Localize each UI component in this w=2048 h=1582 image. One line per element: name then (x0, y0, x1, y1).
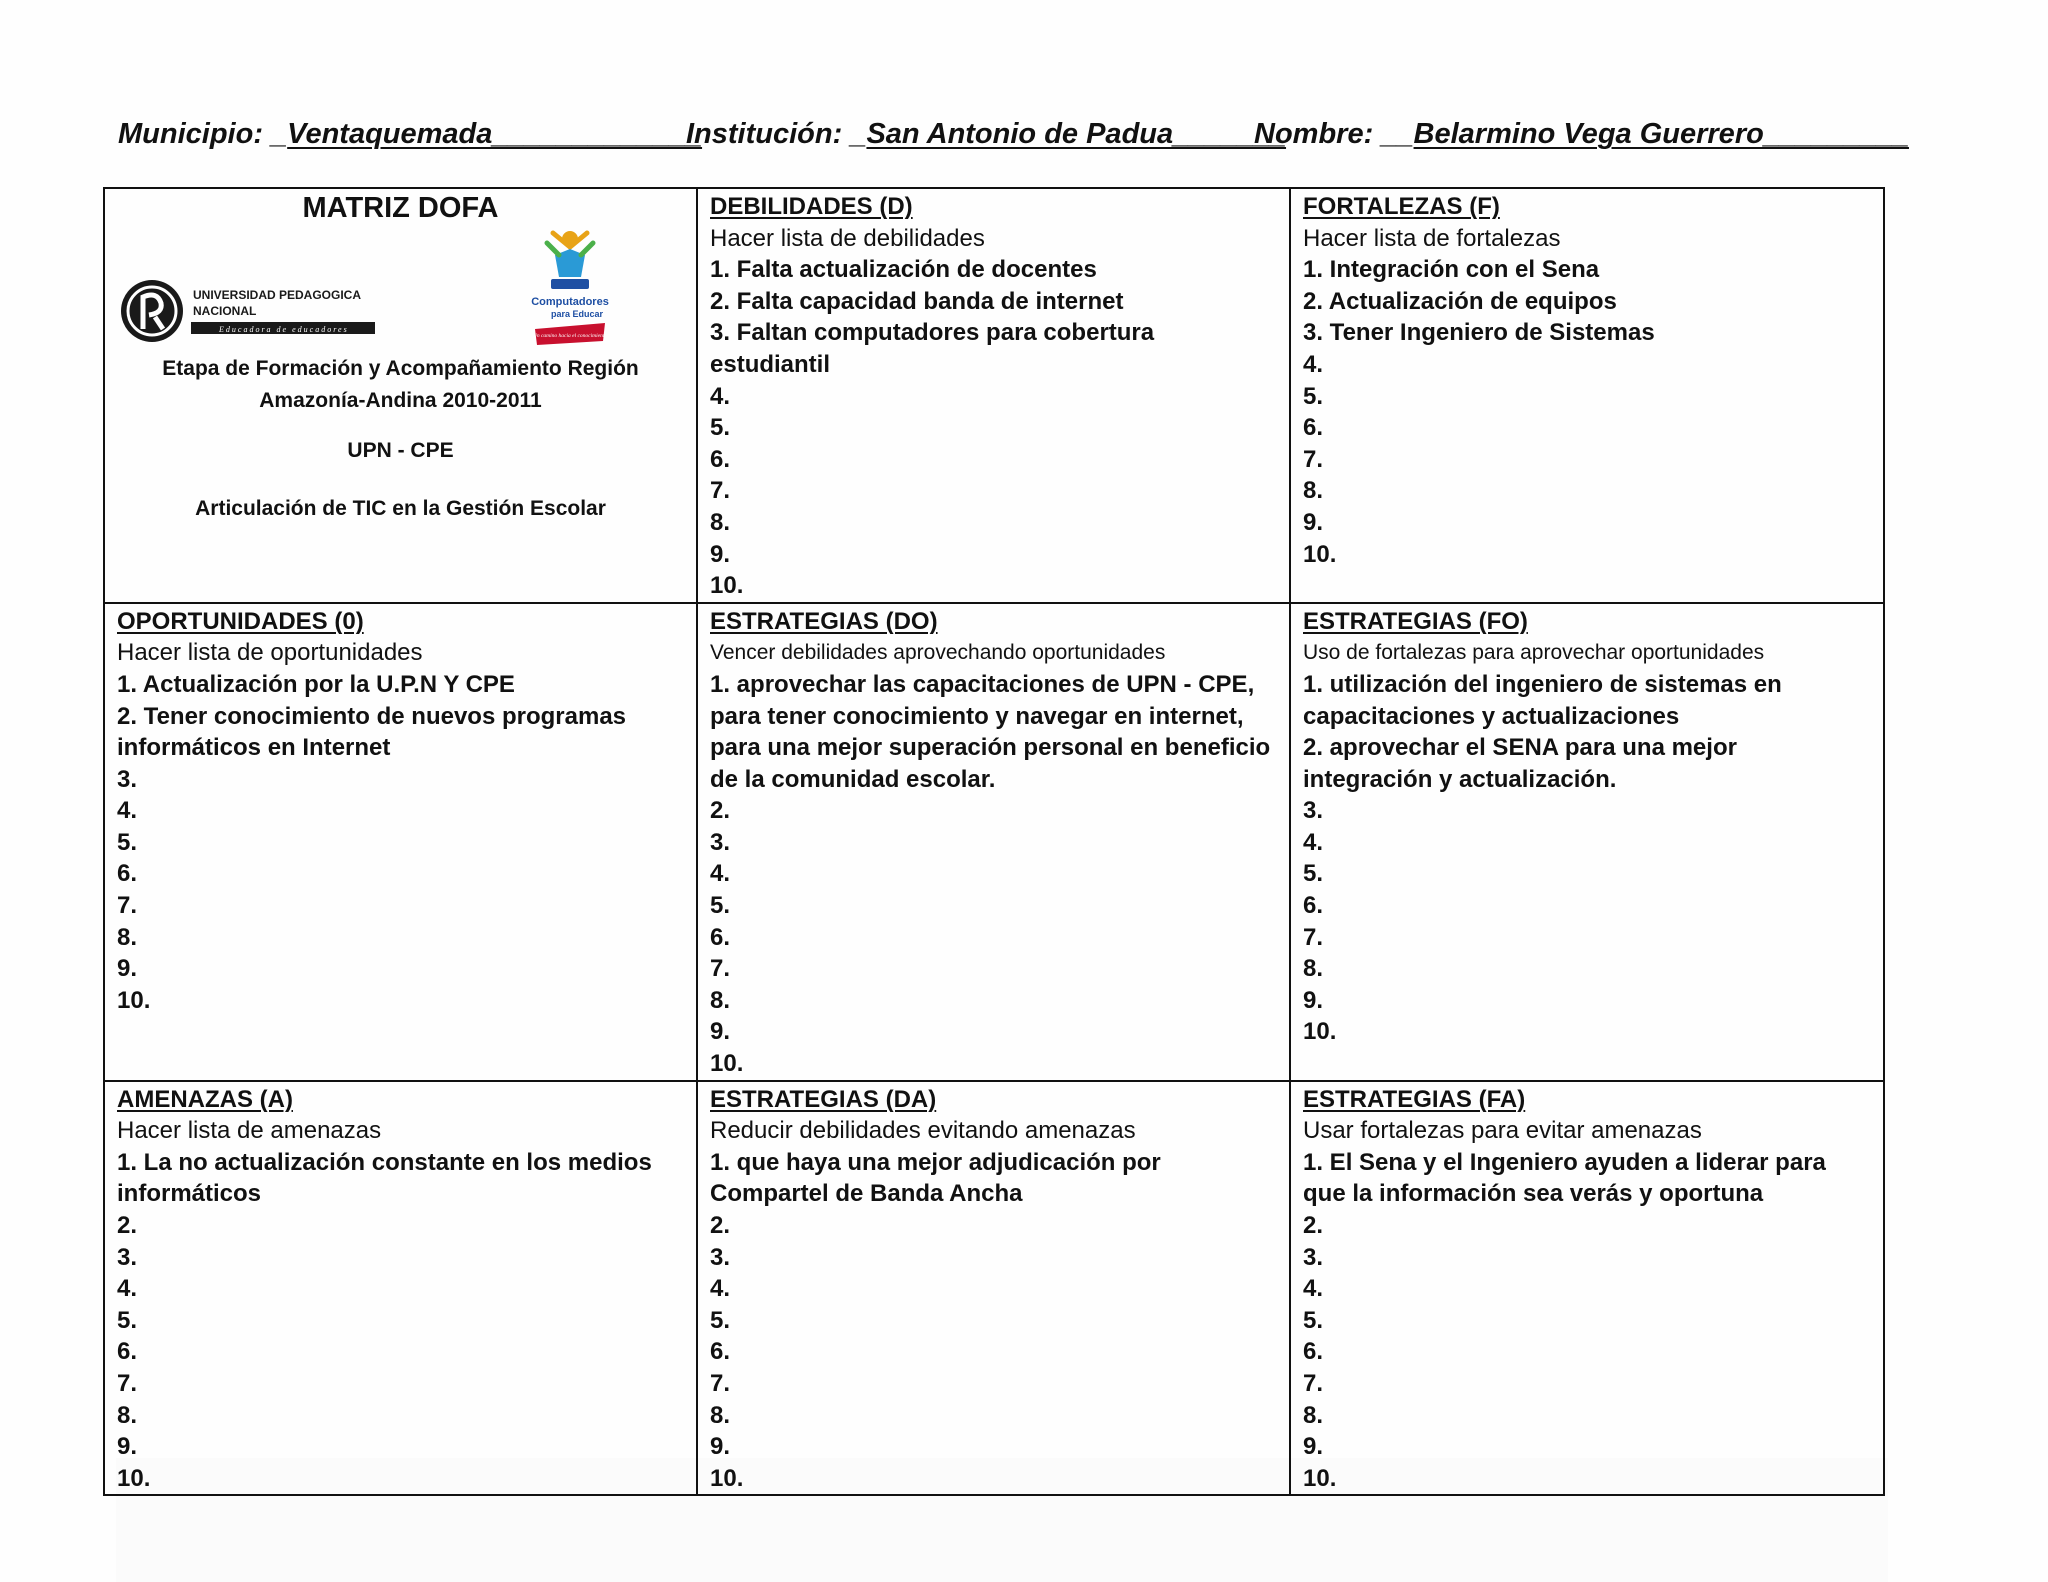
list-item: 3. (1303, 1243, 1324, 1271)
estrategias-do-list (710, 669, 1277, 1080)
list-item: 1. utilización del ingeniero de sistemas en capacitaciones y actualizaciones (1303, 670, 1782, 730)
list-item: 10. (710, 572, 744, 600)
list-item: 5. (710, 1306, 731, 1334)
list-item: 6. (1303, 1338, 1324, 1366)
list-item: 3. (710, 1243, 731, 1271)
upn-seal-icon (121, 280, 183, 342)
list-item: 8. (1303, 477, 1324, 505)
upn-logo (119, 273, 409, 349)
list-item: 10. (1303, 1464, 1337, 1492)
institucion-value: San Antonio de Padua_______ (866, 118, 1287, 150)
list-item: 7. (710, 477, 731, 505)
table-row (104, 603, 1884, 1081)
list-item: 7. (117, 892, 138, 920)
amenazas-subtitle: Hacer lista de amenazas (117, 1117, 382, 1145)
etapa-text (105, 353, 696, 417)
estrategias-da-title: ESTRATEGIAS (DA) (710, 1085, 937, 1113)
list-item: 1. El Sena y el Ingeniero ayuden a liderar para que la información sea verás y oportuna (1303, 1148, 1826, 1208)
fortalezas-cell (1290, 188, 1884, 603)
municipio-value: Ventaquemada_____________ (287, 118, 703, 150)
list-item: 5. (710, 892, 731, 920)
list-item: 3. (1303, 797, 1324, 825)
list-item: 6. (710, 1338, 731, 1366)
nombre-field (1254, 118, 1909, 151)
estrategias-fo-title: ESTRATEGIAS (FO) (1303, 607, 1528, 635)
debilidades-title: DEBILIDADES (D) (710, 193, 913, 220)
list-item: 7. (710, 955, 731, 983)
cpe-name-line1: Computadores (531, 296, 609, 308)
upn-tagline: Educadora de educadores (219, 325, 349, 334)
list-item: 4. (1303, 828, 1324, 856)
institucion-label: Institución: _ (686, 118, 867, 150)
oportunidades-cell (104, 603, 697, 1081)
list-item: 9. (710, 1433, 731, 1461)
list-item: 5. (1303, 382, 1324, 410)
matrix-title: MATRIZ DOFA (302, 192, 499, 224)
amenazas-list (117, 1147, 684, 1495)
list-item: 4. (1303, 1275, 1324, 1303)
list-item: 7. (1303, 923, 1324, 951)
list-item: 3. Faltan computadores para cobertura estudiantil (710, 319, 1155, 378)
list-item: 9. (117, 955, 138, 983)
list-item: 1. aprovechar las capacitaciones de UPN - CPE, para tener conocimiento y navegar en internet, para una mejor superación personal en beneficio de la comunidad escolar. (710, 670, 1271, 793)
nombre-label: Nombre: __ (1254, 118, 1414, 150)
debilidades-list (710, 254, 1277, 602)
list-item: 6. (710, 445, 731, 473)
table-row (104, 1081, 1884, 1496)
list-item: 4. (710, 860, 731, 888)
list-item: 4. (117, 797, 138, 825)
cpe-name-line2: para Educar (550, 309, 604, 319)
list-item: 8. (710, 986, 731, 1014)
list-item: 5. (117, 828, 138, 856)
list-item: 2. (117, 1212, 138, 1239)
list-item: 10. (117, 1464, 151, 1492)
list-item: 3. (710, 828, 731, 856)
list-item: 4. (1303, 350, 1324, 378)
dofa-matrix-table (103, 187, 1885, 1496)
oportunidades-title: OPORTUNIDADES (0) (117, 607, 364, 635)
laptop-icon (551, 279, 589, 289)
upn-name-line2: NACIONAL (193, 304, 257, 318)
list-item: 5. (1303, 1306, 1324, 1334)
list-item: 7. (1303, 1369, 1324, 1397)
debilidades-subtitle: Hacer lista de debilidades (710, 224, 985, 252)
list-item: 6. (1303, 414, 1324, 442)
list-item: 6. (710, 923, 731, 951)
upn-name-line1: UNIVERSIDAD PEDAGOGICA (193, 288, 362, 302)
estrategias-fa-list (1303, 1147, 1871, 1495)
etapa-line1: Etapa de Formación y Acompañamiento Región (162, 357, 639, 380)
estrategias-da-subtitle: Reducir debilidades evitando amenazas (710, 1117, 1136, 1145)
oportunidades-subtitle: Hacer lista de oportunidades (117, 639, 423, 667)
list-item: 2. aprovechar el SENA para una mejor integración y actualización. (1303, 734, 1737, 793)
list-item: 8. (117, 923, 138, 951)
list-item: 2. (1303, 1212, 1324, 1239)
list-item: 6. (117, 1338, 138, 1366)
list-item: 7. (710, 1369, 731, 1397)
course-text: Articulación de TIC en la Gestión Escolar (195, 497, 606, 520)
fortalezas-title: FORTALEZAS (F) (1303, 193, 1500, 220)
list-item: 9. (1303, 986, 1324, 1014)
cpe-ribbon-text: Un camino hacia el conocimiento (532, 333, 608, 339)
program-text: UPN - CPE (347, 439, 454, 462)
list-item: 1. que haya una mejor adjudicación por Compartel de Banda Ancha (710, 1148, 1161, 1208)
list-item: 9. (710, 540, 731, 568)
list-item: 4. (117, 1275, 138, 1303)
estrategias-da-list (710, 1147, 1277, 1495)
list-item: 2. Falta capacidad banda de internet (710, 287, 1124, 315)
list-item: 8. (710, 1401, 731, 1429)
amenazas-cell (104, 1081, 697, 1496)
list-item: 8. (710, 508, 731, 536)
estrategias-do-subtitle: Vencer debilidades aprovechando oportunidades (710, 641, 1166, 665)
list-item: 1. La no actualización constante en los medios informáticos (117, 1148, 652, 1208)
debilidades-cell (697, 188, 1290, 603)
list-item: 9. (710, 1018, 731, 1046)
list-item: 7. (117, 1369, 138, 1397)
list-item: 2. Tener conocimiento de nuevos programas informáticos en Internet (117, 702, 627, 762)
list-item: 7. (1303, 445, 1324, 473)
estrategias-fo-subtitle: Uso de fortalezas para aprovechar oportunidades (1303, 641, 1765, 665)
institucion-field (686, 118, 1286, 151)
list-item: 3. (117, 1243, 138, 1271)
estrategias-fo-cell (1290, 603, 1884, 1081)
amenazas-title: AMENAZAS (A) (117, 1085, 293, 1113)
list-item: 1. Integración con el Sena (1303, 256, 1600, 284)
header-line (118, 118, 1909, 162)
estrategias-fo-list (1303, 669, 1871, 1048)
brand-cell (104, 188, 697, 603)
list-item: 6. (117, 860, 138, 888)
list-item: 6. (1303, 892, 1324, 920)
list-item: 5. (117, 1306, 138, 1334)
estrategias-fa-cell (1290, 1081, 1884, 1496)
cpe-logo (525, 225, 615, 351)
list-item: 2. Actualización de equipos (1303, 287, 1617, 315)
list-item: 10. (1303, 540, 1337, 568)
oportunidades-list (117, 669, 684, 1017)
list-item: 3. (117, 765, 138, 793)
list-item: 4. (710, 382, 731, 410)
list-item: 9. (117, 1433, 138, 1461)
list-item: 2. (710, 797, 731, 825)
list-item: 1. Falta actualización de docentes (710, 256, 1097, 284)
list-item: 10. (117, 986, 151, 1014)
estrategias-da-cell (697, 1081, 1290, 1496)
list-item: 5. (710, 414, 731, 442)
list-item: 3. Tener Ingeniero de Sistemas (1303, 319, 1655, 347)
municipio-field (118, 118, 702, 151)
list-item: 10. (1303, 1018, 1337, 1046)
estrategias-do-title: ESTRATEGIAS (DO) (710, 607, 938, 635)
nombre-value: Belarmino Vega Guerrero_________ (1413, 118, 1909, 150)
list-item: 10. (710, 1050, 744, 1078)
estrategias-fa-subtitle: Usar fortalezas para evitar amenazas (1303, 1117, 1702, 1145)
etapa-line2: Amazonía-Andina 2010-2011 (259, 389, 542, 412)
list-item: 8. (1303, 955, 1324, 983)
list-item: 4. (710, 1275, 731, 1303)
table-row (104, 188, 1884, 603)
municipio-label: Municipio: _ (118, 118, 288, 150)
fortalezas-list (1303, 254, 1871, 570)
list-item: 9. (1303, 508, 1324, 536)
estrategias-do-cell (697, 603, 1290, 1081)
list-item: 8. (117, 1401, 138, 1429)
list-item: 10. (710, 1464, 744, 1492)
list-item: 8. (1303, 1401, 1324, 1429)
fortalezas-subtitle: Hacer lista de fortalezas (1303, 224, 1561, 252)
estrategias-fa-title: ESTRATEGIAS (FA) (1303, 1085, 1526, 1113)
list-item: 2. (710, 1212, 731, 1239)
list-item: 9. (1303, 1433, 1324, 1461)
list-item: 1. Actualización por la U.P.N Y CPE (117, 670, 515, 698)
list-item: 5. (1303, 860, 1324, 888)
